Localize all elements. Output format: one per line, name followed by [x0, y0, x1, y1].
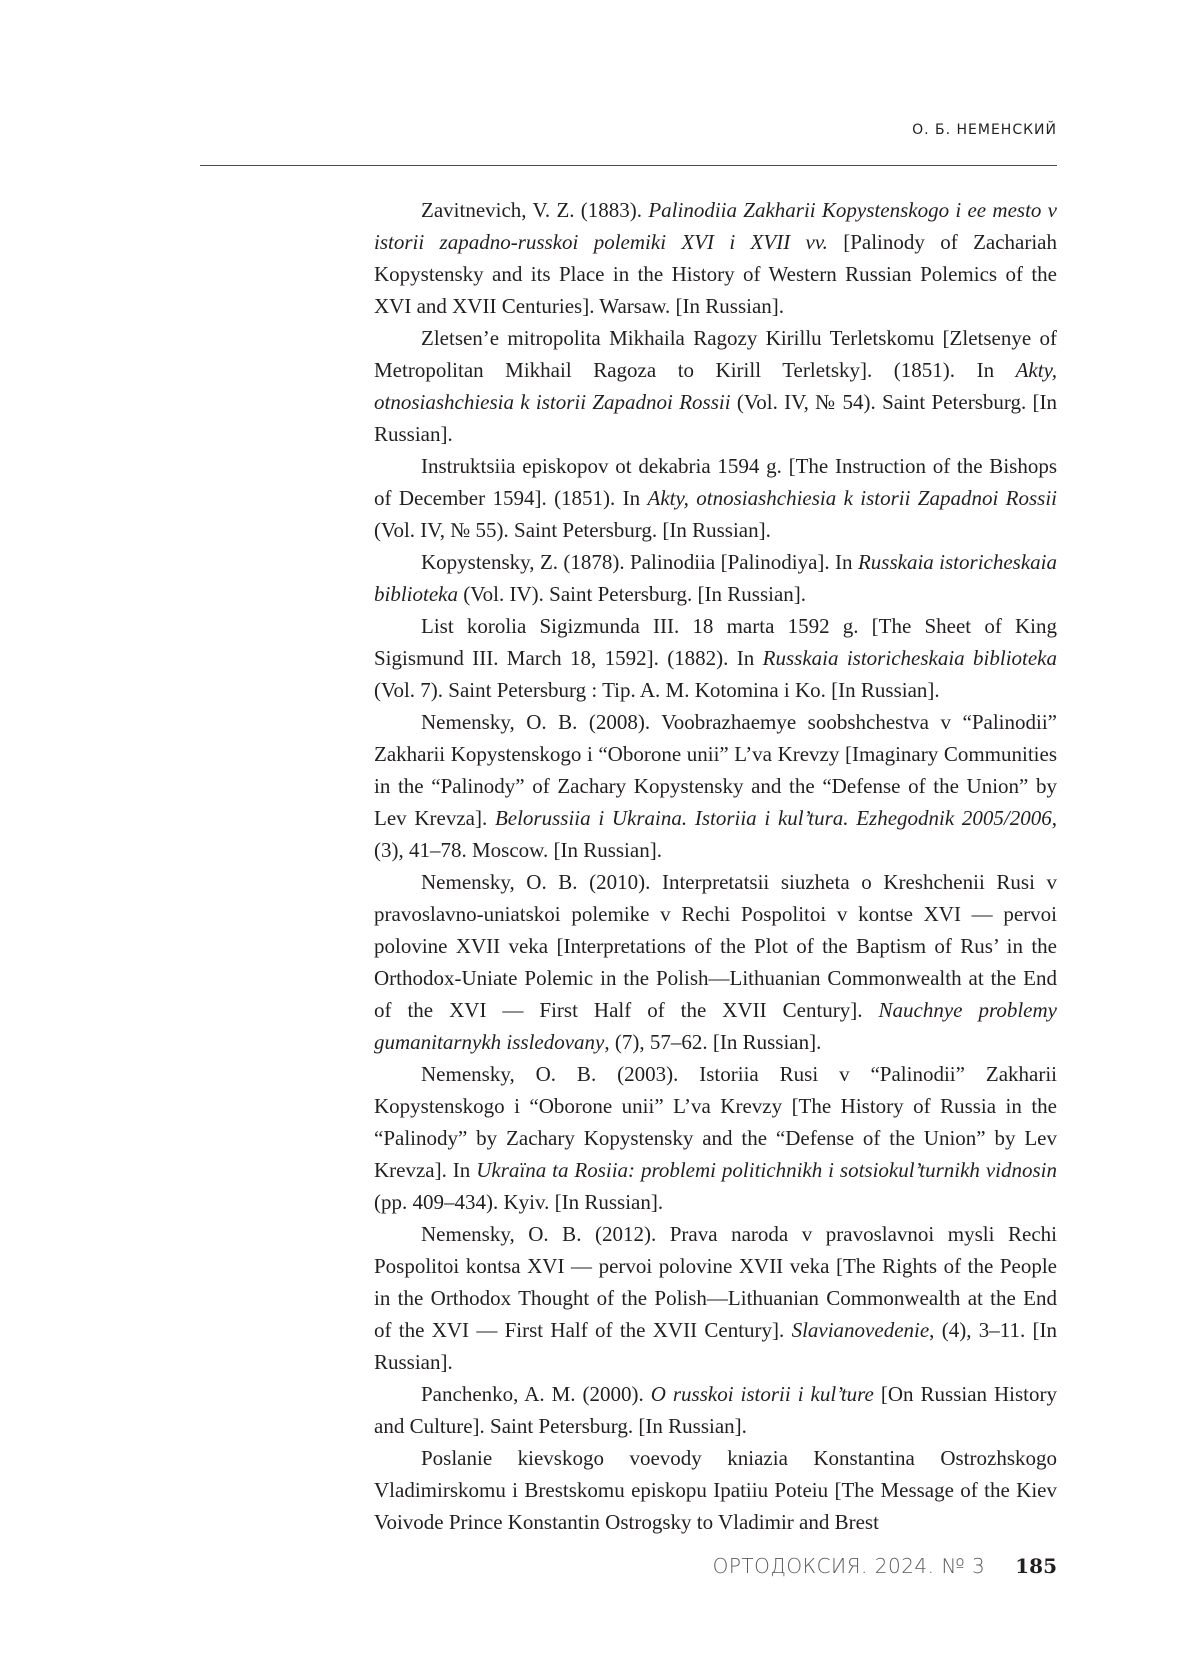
reference-text: Panchenko, A. M. (2000).	[421, 1382, 651, 1406]
reference-text: Nemensky, O. B. (2008). Voobrazhaemye soobshchestva v “Palinodii” Zakharii Kopystenskogo i “Oborone unii” L’va Krevzy [Imaginary Communities in the “Palinody” of Zachary Kopystensky and the “Defense of the Union” by Lev Krevza].	[374, 710, 1057, 830]
reference-entry	[374, 322, 1057, 450]
reference-entry	[374, 1442, 1057, 1538]
page-number: 185	[1015, 1554, 1057, 1578]
reference-title-italic: O russkoi istorii i kul’ture	[650, 1382, 874, 1406]
reference-entry	[374, 706, 1057, 866]
journal-title: ОРТОДОКСИЯ. 2024. № 3	[712, 1554, 986, 1578]
reference-text: , (7), 57–62. [In Russian].	[604, 1030, 822, 1054]
reference-text: (Vol. IV, № 55). Saint Petersburg. [In Russian].	[374, 518, 771, 542]
reference-title-italic: Belorussiia i Ukraina. Istoriia i kul’tura. Ezhegodnik 2005/2006	[494, 806, 1052, 830]
reference-entry	[374, 194, 1057, 322]
reference-list	[374, 194, 1057, 1538]
reference-entry	[374, 866, 1057, 1058]
reference-text: (Vol. IV, № 54). Saint Petersburg. [In Russian].	[374, 390, 1058, 446]
reference-text: [On Russian History and Culture]. Saint Petersburg. [In Russian].	[374, 1382, 1057, 1438]
reference-entry	[374, 1378, 1057, 1442]
reference-text: , (4), 3–11. [In Russian].	[374, 1318, 1057, 1374]
header-divider	[200, 165, 1057, 166]
reference-text: Poslanie kievskogo voevody kniazia Konstantina Ostrozhskogo Vladimirskomu i Brestskomu episkopu Ipatiiu Poteiu [The Message of the Kiev Voivode Prince Konstantin Ostrogsky to Vladimir and Brest	[374, 1446, 1057, 1534]
reference-text: (pp. 409–434). Kyiv. [In Russian].	[374, 1190, 664, 1214]
reference-text: (Vol. IV). Saint Petersburg. [In Russian].	[457, 582, 807, 606]
reference-text: Zletsen’e mitropolita Mikhaila Ragozy Kirillu Terletskomu [Zletsenye of Metropolitan Mikhail Ragoza to Kirill Terletsky]. (1851). In	[374, 326, 1057, 382]
reference-text: (Vol. 7). Saint Petersburg : Tip. A. M. Kotomina i Ko. [In Russian].	[374, 678, 940, 702]
reference-title-italic: Slavianovedenie	[791, 1318, 930, 1342]
reference-text: [Palinody of Zachariah Kopystensky and its Place in the History of Western Russian Polemics of the XVI and XVII Centuries]. Warsaw. [In Russian].	[374, 230, 1058, 318]
reference-title-italic: Ukraïna ta Rosiia: problemi politichnikh i sotsiokul’turnikh vidnosin	[476, 1158, 1057, 1182]
reference-text: Nemensky, O. B. (2010). Interpretatsii siuzheta o Kreshchenii Rusi v pravoslavno-uniatskoi polemike v Rechi Pospolitoi v kontse XVI — pervoi polovine XVII veka [Interpretations of the Plot of the Baptism of Rus’ in the Orthodox-Uniate Polemic in the Polish—Lithuanian Commonwealth at the End of the XVI — First Half of the XVII Century].	[374, 870, 1057, 1022]
reference-entry	[374, 610, 1057, 706]
page-footer	[713, 1554, 1057, 1578]
reference-text: Nemensky, O. B. (2003). Istoriia Rusi v “Palinodii” Zakharii Kopystenskogo i “Oborone unii” L’va Krevzy [The History of Russia in the “Palinody” by Zachary Kopystensky and the “Defense of the Union” by Lev Krevza]. In	[374, 1062, 1057, 1182]
reference-title-italic: Akty, otnosiashchiesia k istorii Zapadnoi Rossii	[647, 486, 1058, 510]
reference-title-italic: Nauchnye problemy gumanitarnykh issledovany	[374, 998, 1057, 1054]
reference-text: List korolia Sigizmunda III. 18 marta 1592 g. [The Sheet of King Sigismund III. March 18, 1592]. (1882). In	[374, 614, 1057, 670]
reference-entry	[374, 546, 1057, 610]
reference-title-italic: Russkaia istoricheskaia biblioteka	[374, 550, 1057, 606]
reference-entry	[374, 1218, 1057, 1378]
reference-title-italic: Palinodiia Zakharii Kopystenskogo i ee mesto v istorii zapadno-russkoi polemiki XVI i XVII vv.	[374, 198, 1058, 254]
reference-text: Kopystensky, Z. (1878). Palinodiia [Palinodiya]. In	[421, 550, 858, 574]
reference-entry	[374, 450, 1057, 546]
running-head-author: О. Б. НЕМЕНСКИЙ	[912, 122, 1057, 138]
reference-title-italic: Russkaia istoricheskaia biblioteka	[762, 646, 1058, 670]
reference-text: Zavitnevich, V. Z. (1883).	[421, 198, 649, 222]
reference-text: Nemensky, O. B. (2012). Prava naroda v pravoslavnoi mysli Rechi Pospolitoi kontsa XVI — pervoi polovine XVII veka [The Rights of the People in the Orthodox Thought of the Polish—Lithuanian Commonwealth at the End of the XVI — First Half of the XVII Century].	[374, 1222, 1057, 1342]
reference-text: Instruktsiia episkopov ot dekabria 1594 g. [The Instruction of the Bishops of December 1594]. (1851). In	[374, 454, 1057, 510]
reference-title-italic: Akty, otnosiashchiesia k istorii Zapadnoi Rossii	[374, 358, 1057, 414]
reference-entry	[374, 1058, 1057, 1218]
reference-text: , (3), 41–78. Moscow. [In Russian].	[374, 806, 1058, 862]
